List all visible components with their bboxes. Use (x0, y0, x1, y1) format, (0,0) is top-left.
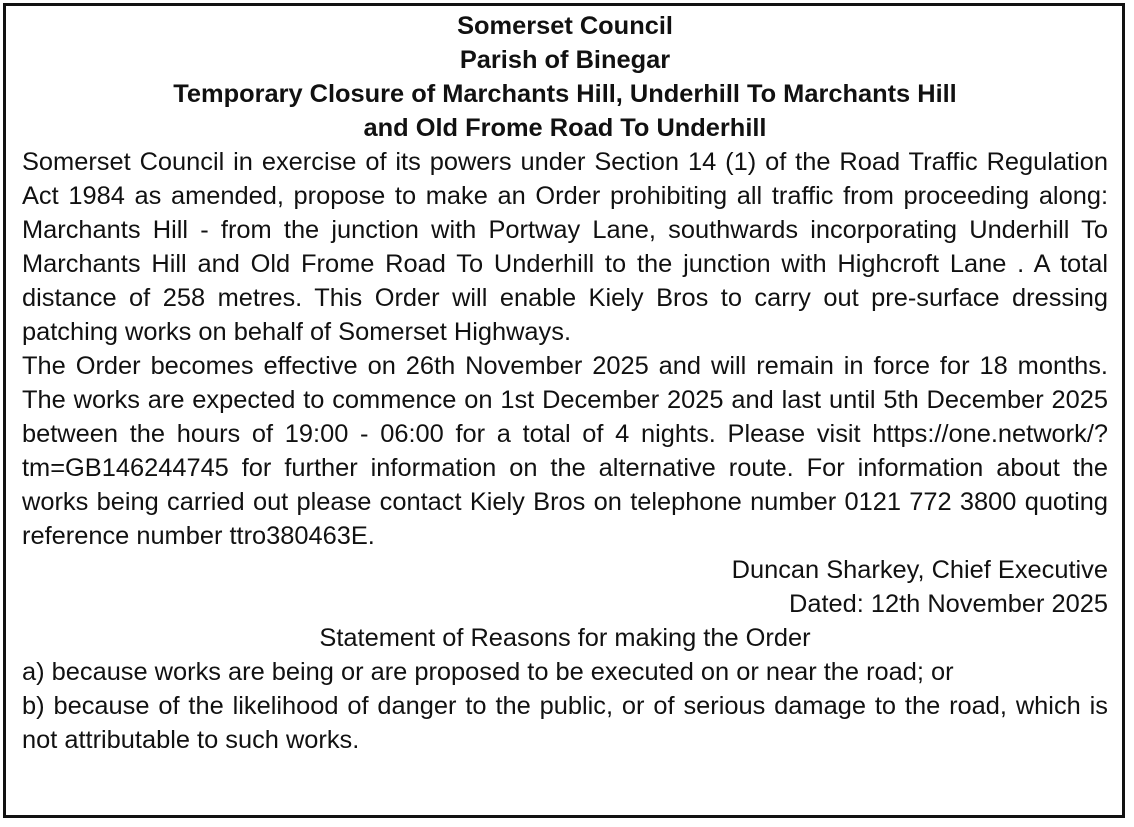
reason-b: b) because of the likelihood of danger to the public, or of serious damage to the road, which is not attributable to such works. (22, 692, 1108, 754)
public-notice (3, 3, 1125, 818)
notice-title-line-1: Temporary Closure of Marchants Hill, Underhill To Marchants Hill (173, 80, 957, 108)
reasons-heading: Statement of Reasons for making the Order (319, 624, 811, 652)
council-name: Somerset Council (457, 12, 673, 40)
dated-line: Dated: 12th November 2025 (789, 590, 1108, 618)
order-dates-paragraph: The Order becomes effective on 26th November 2025 and will remain in force for 18 months. The works are expected to commence on 1st December 2025 and last until 5th December 2025 between the hours of 19:00 - 06:00 for a total of 4 nights. Please visit https://one.network/?tm=GB146244745 for further information on the alternative route. For information about the works being carried out please contact Kiely Bros on telephone number 0121 772 3800 quoting reference number ttro380463E. (22, 352, 1108, 550)
notice-title-line-2: and Old Frome Road To Underhill (363, 114, 767, 142)
order-description-paragraph: Somerset Council in exercise of its powers under Section 14 (1) of the Road Traffic Regulation Act 1984 as amended, propose to make an Order prohibiting all traffic from proceeding along: Marchants Hill - from the junction with Portway Lane, southwards incorporating Underhill To Marchants Hill and Old Frome Road To Underhill to the junction with Highcroft Lane . A total distance of 258 metres. This Order will enable Kiely Bros to carry out pre-surface dressing patching works on behalf of Somerset Highways. (22, 148, 1108, 346)
reason-a: a) because works are being or are proposed to be executed on or near the road; or (22, 658, 954, 686)
parish-name: Parish of Binegar (459, 46, 671, 74)
signatory-name: Duncan Sharkey, Chief Executive (731, 556, 1108, 584)
notice-header (22, 9, 1108, 145)
